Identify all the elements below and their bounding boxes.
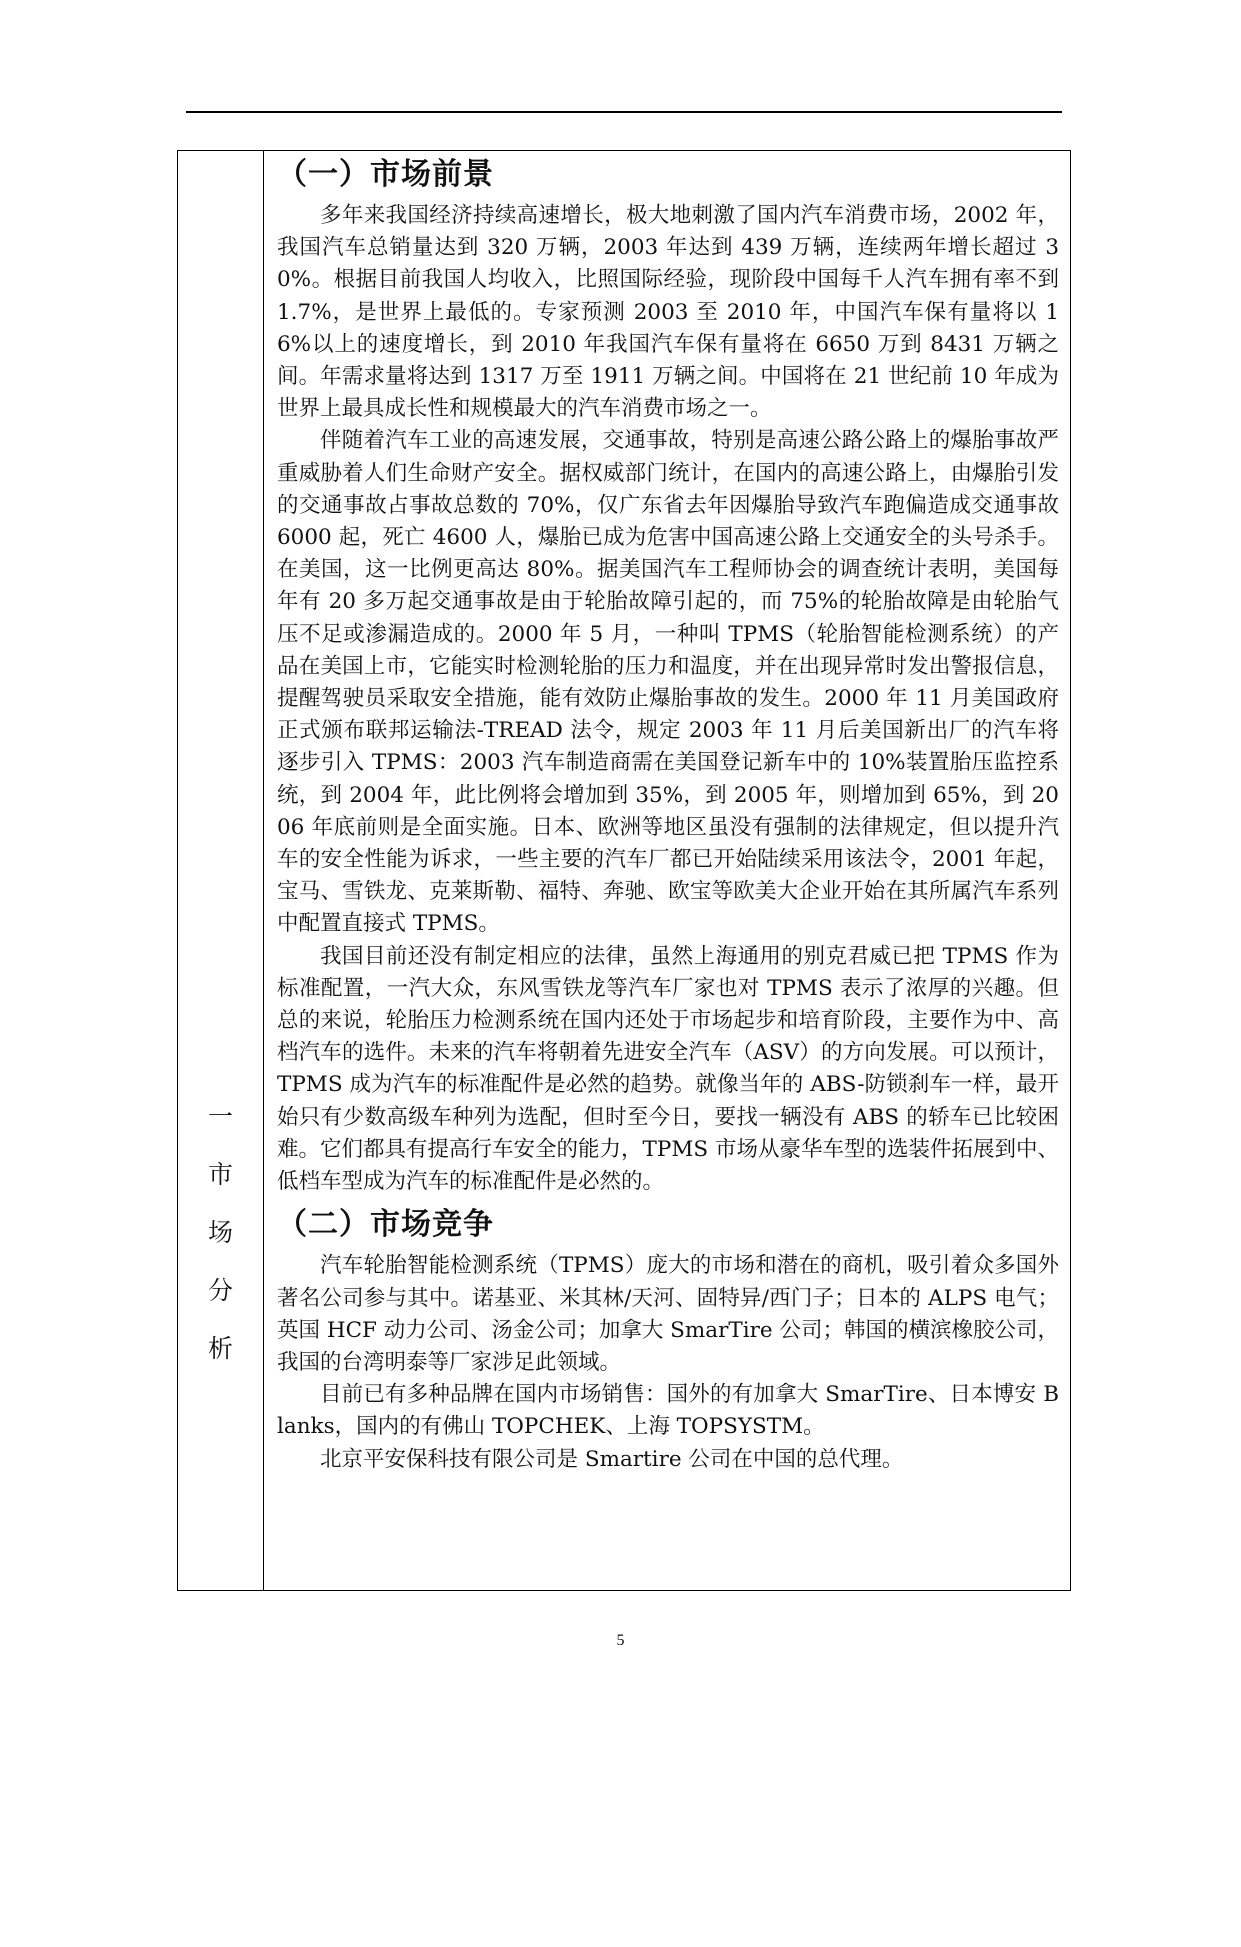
section-label-char: 一 — [207, 1102, 233, 1131]
section-label-char: 析 — [207, 1334, 233, 1363]
heading-market-prospect: （一）市场前景 — [277, 157, 494, 192]
section-label-char: 场 — [207, 1218, 233, 1247]
paragraph: 目前已有多种品牌在国内市场销售：国外的有加拿大 SmarTire、日本博安 Blanks，国内的有佛山 TOPCHEK、上海 TOPSYSTM。 — [277, 1382, 1059, 1440]
section-label-char: 分 — [207, 1276, 233, 1305]
table-region — [177, 150, 1071, 1591]
heading-market-competition: （二）市场竞争 — [277, 1207, 494, 1243]
section-label-cell — [177, 150, 264, 1591]
paragraph: 伴随着汽车工业的高速发展，交通事故，特别是高速公路公路上的爆胎事故严重威胁着人们生命财产安全。据权威部门统计，在国内的高速公路上，由爆胎引发的交通事故占事故总数的 70%，仅广东省去年因爆胎导致汽车跑偏造成交通事故 6000 起，死亡 4600 人，爆胎已成为危害中国高速公路上交通安全的头号杀手。在美国，这一比例更高达 80%。据美国汽车工程师协会的调查统计表明，美国每年有 20 多万起交通事故是由于轮胎故障引起的，而 75%的轮胎故障是由轮胎气压不足或渗漏造成的。2000 年 5 月，一种叫 TPMS（轮胎智能检测系统）的产品在美国上市，它能实时检测轮胎的压力和温度，并在出现异常时发出警报信息，提醒驾驶员采取安全措施，能有效防止爆胎事故的发生。2000 年 11 月美国政府正式颁布联邦运输法-TREAD 法令，规定 2003 年 11 月后美国新出厂的汽车将逐步引入 TPMS：2003 汽车制造商需在美国登记新车中的 10%装置胎压监控系统，到 2004 年，此比例将会增加到 35%，到 2005 年，则增加到 65%，到 2006 年底前则是全面实施。日本、欧洲等地区虽没有强制的法律规定，但以提升汽车的安全性能为诉求，一些主要的汽车厂都已开始陆续采用该法令，2001 年起，宝马、雪铁龙、克莱斯勒、福特、奔驰、欧宝等欧美大企业开始在其所属汽车系列中配置直接式 TPMS。 — [277, 428, 1059, 937]
paragraph: 北京平安保科技有限公司是 Smartire 公司在中国的总代理。 — [320, 1446, 904, 1472]
paragraph: 我国目前还没有制定相应的法律，虽然上海通用的别克君威已把 TPMS 作为标准配置，一汽大众，东风雪铁龙等汽车厂家也对 TPMS 表示了浓厚的兴趣。但总的来说，轮胎压力检测系统在国内还处于市场起步和培育阶段，主要作为中、高档汽车的选件。未来的汽车将朝着先进安全汽车（ASV）的方向发展。可以预计，TPMS 成为汽车的标准配件是必然的趋势。就像当年的 ABS-防锁刹车一样，最开始只有少数高级车种列为选配，但时至今日，要找一辆没有 ABS 的轿车已比较困难。它们都具有提高行车安全的能力，TPMS 市场从豪华车型的选装件拓展到中、低档车型成为汽车的标准配件是必然的。 — [277, 943, 1059, 1195]
paragraph: 多年来我国经济持续高速增长，极大地刺激了国内汽车消费市场，2002 年，我国汽车总销量达到 320 万辆，2003 年达到 439 万辆，连续两年增长超过 30%。根据目前我国人均收入，比照国际经验，现阶段中国每千人汽车拥有率不到 1.7%，是世界上最低的。专家预测 2003 至 2010 年，中国汽车保有量将以 16%以上的速度增长，到 2010 年我国汽车保有量将在 6650 万到 8431 万辆之间。年需求量将达到 1317 万至 1911 万辆之间。中国将在 21 世纪前 10 年成为世界上最具成长性和规模最大的汽车消费市场之一。 — [277, 203, 1059, 422]
section-label-char: 市 — [207, 1160, 233, 1189]
section-content-cell — [265, 150, 1071, 1591]
header-rule — [186, 111, 1062, 113]
section-label — [177, 1088, 264, 1378]
page-number: 5 — [616, 1632, 625, 1649]
paragraph: 汽车轮胎智能检测系统（TPMS）庞大的市场和潜在的商机，吸引着众多国外著名公司参与其中。诺基亚、米其林/天河、固特异/西门子；日本的 ALPS 电气；英国 HCF 动力公司、汤金公司；加拿大 SmarTire 公司；韩国的横滨橡胶公司，我国的台湾明泰等厂家涉足此领域。 — [277, 1253, 1059, 1375]
